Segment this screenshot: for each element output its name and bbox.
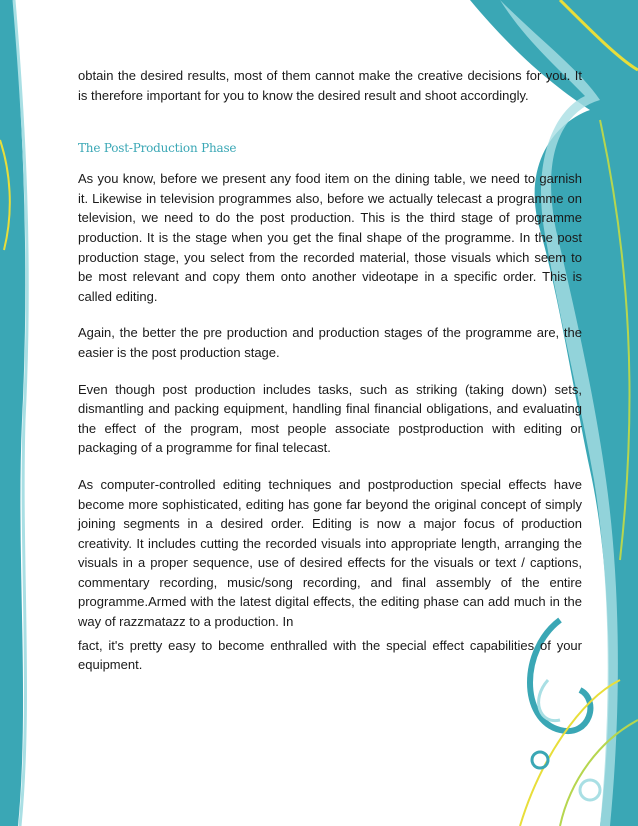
intro-paragraph: obtain the desired results, most of them cannot make the creative decisions for you. It is therefore important for you to know the desired result and shoot accordingly. — [78, 68, 582, 103]
paragraph-4: As computer-controlled editing techniques and postproduction special effects have become more sophisticated, editing has gone far beyond the original concept of simply joining segments in a desired order. Editing is now a major focus of production creativity. It includes cutting the recorded visuals into appropriate length, arranging the visuals in a proper sequence, use of desired effects for the visuals or text / captions, commentary recording, music/song recording, and final assembly of the entire programme.Armed with the latest digital effects, the editing phase can add much in the way of razzmatazz to a production. In — [78, 476, 582, 630]
paragraph-3: Even though post production includes tasks, such as striking (taking down) sets, dismantling and packing equipment, handling final financial obligations, and evaluating the effect of the program, most people associate postproduction with editing or packaging of a programme for final telecast. — [78, 381, 582, 456]
curl-small-circle — [532, 752, 548, 768]
paragraph-1: As you know, before we present any food item on the dining table, we need to garnish it. Likewise in television programmes also, before we actually telecast a programme on television, we need to do the post production. This is the third stage of programme production. It is the stage when you get the final shape of the programme. In the post production stage, you select from the recorded material, those visuals which seem to be most relevant and copy them onto another videotape in a specific order. This is called editing. — [78, 171, 582, 304]
document-body — [78, 66, 582, 675]
paragraph-2: Again, the better the pre production and production stages of the programme are, the easier is the post production stage. — [78, 325, 582, 360]
paragraph-5: fact, it's pretty easy to become enthralled with the special effect capabilities of your equipment. — [78, 637, 582, 673]
curl-small-circle-2 — [580, 780, 600, 800]
section-heading: The Post-Production Phase — [78, 141, 237, 156]
curl-light — [539, 680, 560, 721]
